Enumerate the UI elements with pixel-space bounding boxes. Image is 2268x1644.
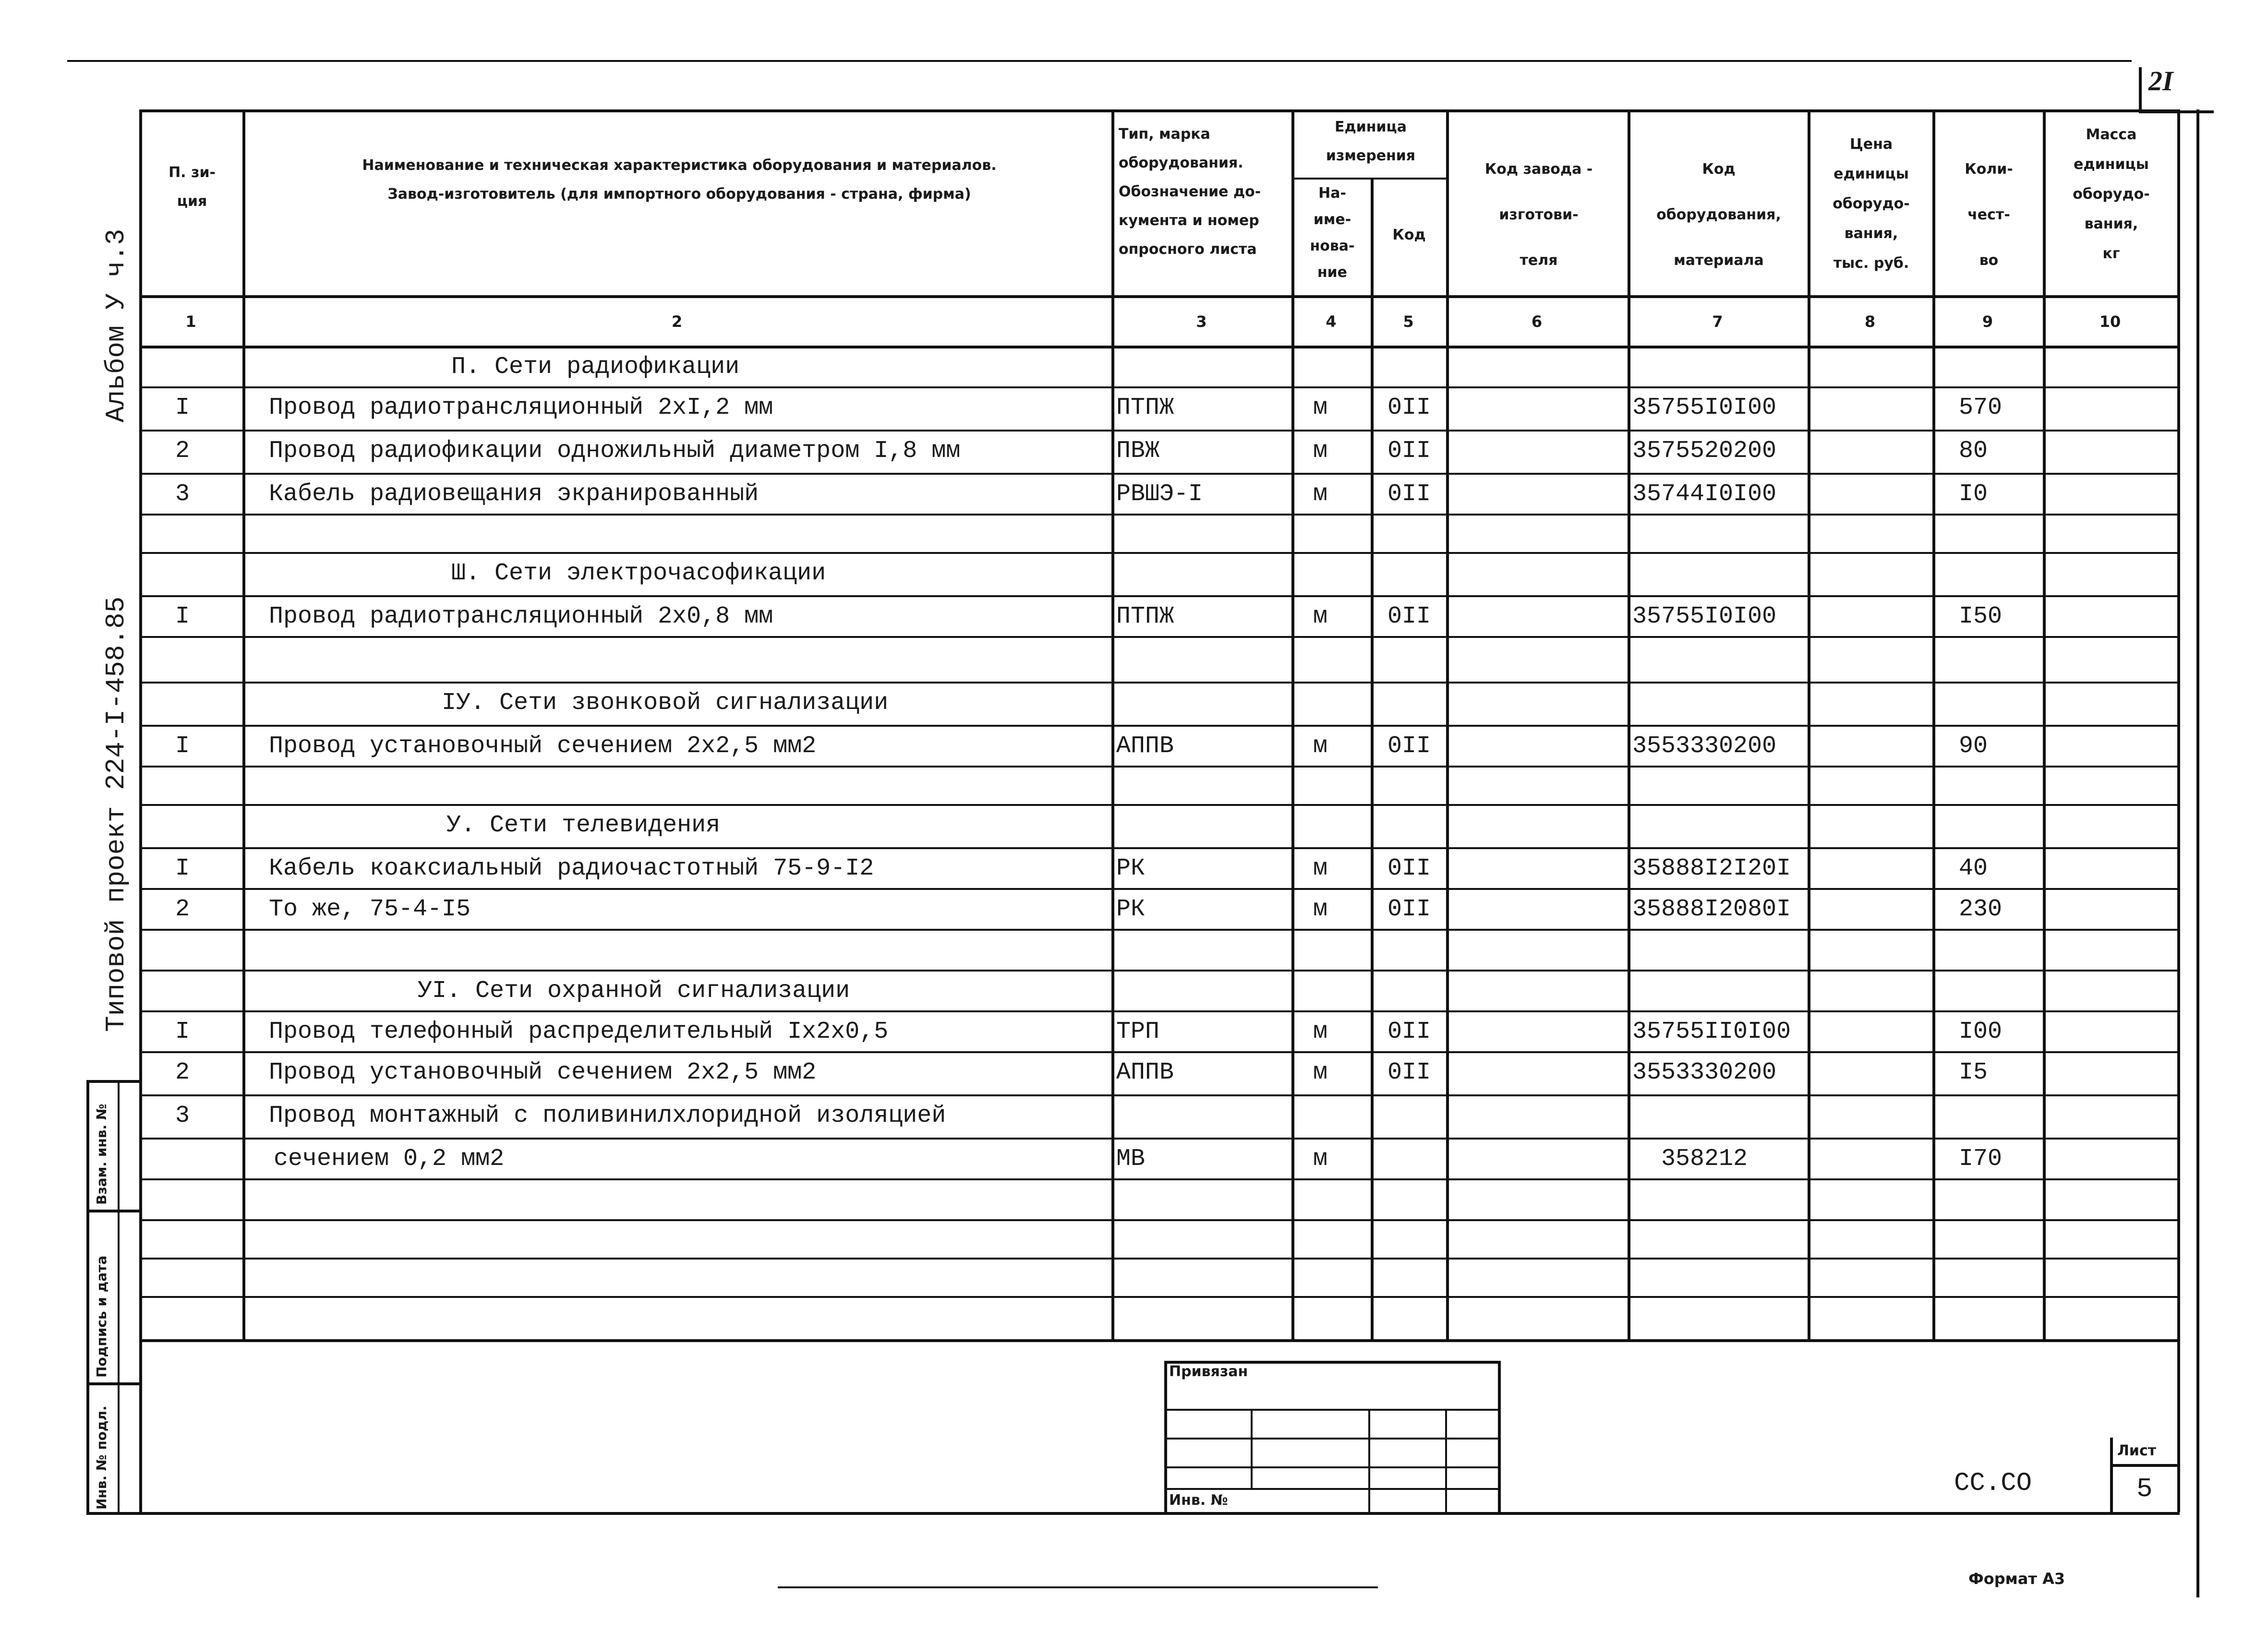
top-rule: [67, 60, 2132, 62]
header-col10: Масса единицы оборудо- вания, кг: [2073, 126, 2150, 262]
header-col8: Цена единицы оборудо- вания, тыс. руб.: [1833, 136, 1910, 272]
column-number: 8: [1864, 312, 1876, 331]
row-qty: 90: [1959, 732, 1988, 760]
row-mark: ПТПЖ: [1116, 394, 1174, 421]
row-unit: м: [1313, 855, 1328, 882]
column-number: 10: [2099, 312, 2121, 331]
row-qty: 40: [1959, 855, 1988, 882]
row-unit: м: [1313, 480, 1328, 508]
row-name: Провод телефонный распределительный Iх2х0,5: [269, 1018, 889, 1045]
row-position: I: [175, 855, 190, 882]
header-col6: Код завода - изготови- теля: [1484, 161, 1593, 269]
section-title: П. Сети радиофикации: [451, 353, 740, 381]
document-code: СС.СО: [1954, 1469, 2032, 1498]
row-name: Провод установочный сечением 2х2,5 мм2: [269, 1059, 817, 1086]
row-unit-code: 0II: [1387, 1018, 1431, 1045]
stamp-linked: Привязан: [1169, 1363, 1248, 1380]
row-unit-code: 0II: [1387, 394, 1431, 421]
column-number: 6: [1531, 312, 1543, 331]
row-unit: м: [1313, 437, 1328, 465]
row-position: I: [175, 1018, 190, 1045]
row-unit: м: [1313, 732, 1328, 760]
row-unit: м: [1313, 394, 1328, 421]
row-name: Провод радиотрансляционный 2х0,8 мм: [269, 603, 773, 630]
row-name: Провод радиофикации одножильный диаметром I,8 мм: [269, 437, 961, 465]
row-qty: I70: [1959, 1145, 2003, 1173]
row-unit-code: 0II: [1387, 437, 1431, 465]
row-position: 2: [175, 896, 190, 923]
column-number: 5: [1403, 312, 1414, 331]
row-material-code: 35755I0I00: [1632, 394, 1777, 421]
column-number: 7: [1712, 312, 1723, 331]
header-col5: Код: [1392, 227, 1426, 243]
row-unit-code: 0II: [1387, 1059, 1431, 1086]
row-qty: I50: [1959, 603, 2003, 630]
row-material-code: 35888I2080I: [1632, 896, 1791, 923]
row-unit: м: [1313, 1018, 1328, 1045]
bottom-rule: [778, 1586, 1378, 1588]
row-unit-code: 0II: [1387, 855, 1431, 882]
header-unit-group: Единица измерения: [1326, 119, 1416, 164]
row-material-code: 35755II0I00: [1632, 1018, 1791, 1045]
section-title: Ш. Сети электрочасофикации: [451, 560, 826, 587]
column-number: 3: [1196, 312, 1207, 331]
row-material-code: 35755I0I00: [1632, 603, 1777, 630]
row-qty: 570: [1959, 394, 2003, 421]
row-unit-code: 0II: [1387, 480, 1431, 508]
stamp-label-sign: Подпись и дата: [94, 1255, 109, 1378]
header-col2: Наименование и техническая характеристика оборудования и материалов. Завод-изготовитель (для импортного оборудования - страна, фирма): [362, 157, 997, 203]
album-label: Альбом У ч.3: [101, 228, 132, 422]
row-name: Провод установочный сечением 2х2,5 мм2: [269, 732, 817, 760]
row-mark: ТРП: [1116, 1018, 1160, 1045]
column-number: 2: [671, 312, 683, 331]
header-col7: Код оборудования, материала: [1656, 161, 1781, 269]
row-qty: I0: [1959, 480, 1988, 508]
row-unit-code: 0II: [1387, 732, 1431, 760]
project-label: Типовой проект 224-I-458.85: [101, 596, 132, 1032]
row-qty: 80: [1959, 437, 1988, 465]
row-qty: I00: [1959, 1018, 2003, 1045]
stamp-label-inv: Инв. № подл.: [94, 1405, 109, 1510]
row-mark: ПТПЖ: [1116, 603, 1174, 630]
column-number: 9: [1982, 312, 1993, 331]
row-mark: ПВЖ: [1116, 437, 1160, 465]
row-mark: РК: [1116, 855, 1146, 882]
row-name: Провод радиотрансляционный 2хI,2 мм: [269, 394, 773, 421]
row-position: 3: [175, 480, 190, 508]
row-position: I: [175, 732, 190, 760]
format-label: Формат А3: [1968, 1570, 2065, 1588]
row-unit: м: [1313, 1145, 1328, 1173]
page-number: 2I: [2148, 65, 2173, 96]
row-material-code: 3553330200: [1632, 1059, 1777, 1086]
row-mark: АППВ: [1116, 732, 1174, 760]
row-material-code: 35744I0I00: [1632, 480, 1777, 508]
row-mark: РК: [1116, 896, 1146, 923]
row-qty: 230: [1959, 896, 2003, 923]
header-col9: Коли- чест- во: [1965, 161, 2013, 269]
row-material-code: 35888I2I20I: [1632, 855, 1791, 882]
row-name: Кабель коаксиальный радиочастотный 75-9-I2: [269, 855, 874, 882]
row-name: сечением 0,2 мм2: [274, 1145, 505, 1173]
column-number: 4: [1326, 312, 1337, 331]
sheet-number: 5: [2136, 1474, 2153, 1504]
row-position: 3: [175, 1102, 190, 1129]
row-qty: I5: [1959, 1059, 1988, 1086]
row-name: Кабель радиовещания экранированный: [269, 480, 759, 508]
header-col1: П. зи- ция: [169, 164, 216, 210]
row-position: I: [175, 394, 190, 421]
row-mark: РВШЭ-I: [1116, 480, 1203, 508]
header-col3: Тип, марка оборудования. Обозначение до- кумента и номер опросного листа: [1119, 126, 1261, 258]
row-unit: м: [1313, 603, 1328, 630]
column-number: 1: [185, 312, 196, 331]
section-title: У. Сети телевидения: [446, 812, 721, 839]
row-unit-code: 0II: [1387, 896, 1431, 923]
header-col4: На- име- нова- ние: [1310, 185, 1355, 281]
row-position: 2: [175, 437, 190, 465]
section-title: УI. Сети охранной сигнализации: [418, 977, 850, 1005]
row-position: 2: [175, 1059, 190, 1086]
row-mark: МВ: [1116, 1145, 1146, 1173]
row-unit-code: 0II: [1387, 603, 1431, 630]
row-material-code: 358212: [1661, 1145, 1748, 1173]
row-name: То же, 75-4-I5: [269, 896, 471, 923]
stamp-sheet-label: Лист: [2117, 1442, 2157, 1459]
row-mark: АППВ: [1116, 1059, 1174, 1086]
row-unit: м: [1313, 896, 1328, 923]
row-unit: м: [1313, 1059, 1328, 1086]
stamp-label-replace: Взам. инв. №: [94, 1104, 109, 1205]
row-name: Провод монтажный с поливинилхлоридной изоляцией: [269, 1102, 946, 1129]
row-position: I: [175, 603, 190, 630]
row-material-code: 3553330200: [1632, 732, 1777, 760]
row-material-code: 3575520200: [1632, 437, 1777, 465]
stamp-inv-no: Инв. №: [1169, 1492, 1228, 1509]
section-title: IУ. Сети звонковой сигнализации: [442, 689, 889, 717]
